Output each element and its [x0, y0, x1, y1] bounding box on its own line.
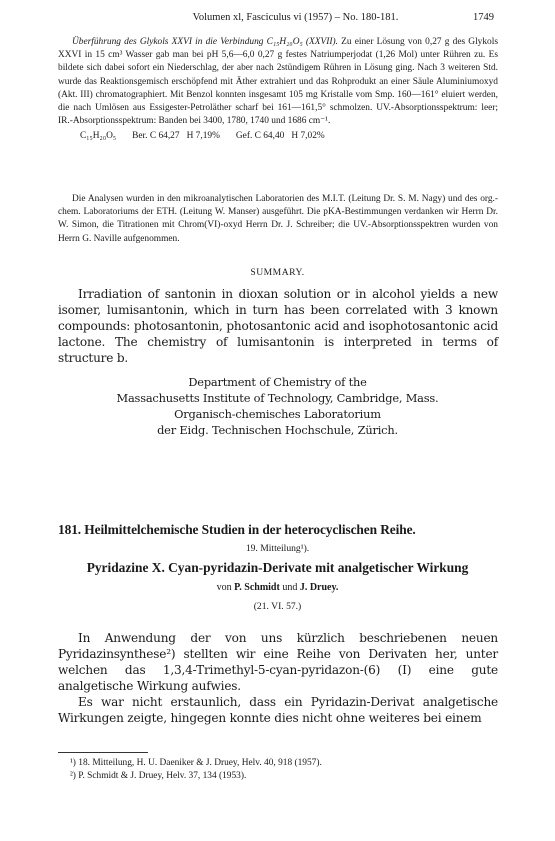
article-title: Pyridazine X. Cyan-pyridazin-Derivate mit analgetischer Wirkung — [86, 560, 469, 575]
running-head: Volumen xl, Fasciculus vi (1957) – No. 180-181. — [192, 12, 399, 23]
page-number: 1749 — [473, 12, 494, 23]
author-line — [0, 582, 555, 593]
body-paragraph-2: Es war nicht erstaunlich, dass ein Pyridazin-Derivat analgetische Wirkungen zeigte, hingegen konnte dies nicht ohne weiteres bei einem — [58, 695, 498, 725]
affiliation-line-1: Department of Chemistry of the — [188, 375, 367, 389]
analysis-line — [80, 130, 498, 143]
footnote-1: ¹) 18. Mitteilung, H. U. Daeniker & J. Druey, Helv. 40, 918 (1957). — [70, 758, 322, 768]
experimental-section — [58, 36, 498, 144]
body-paragraph-1: In Anwendung der von uns kürzlich beschriebenen neuen Pyridazinsynthese²) stellten wir eine Reihe von Derivaten her, unter welchen das 1,3,4-Trimethyl-5-cyan-pyridazon-(6) (I) eine gute analgetische Wirkung aufwies. — [58, 631, 498, 693]
footnote-2: ²) P. Schmidt & J. Druey, Helv. 37, 134 (1953). — [70, 771, 247, 781]
received-date: (21. VI. 57.) — [253, 601, 302, 612]
author-2: J. Druey. — [299, 582, 339, 593]
running-header — [58, 12, 494, 23]
experimental-paragraph — [58, 36, 498, 128]
experimental-text: Zu einer Lösung von 0,27 g des Glykols XXVI in 15 cm³ Wasser gab man bei pH 5,6—6,0 0,27 g festes Natriumperjodat (1,26 Mol) unter Rühren zu. Es bildete sich dabei sofort ein Niederschlag, der aber nach 2stündigem Rühren in Lösung ging. Nach 3 weiteren Std. wurde das Reaktionsgemisch erschöpfend mit Äther extrahiert und das Rohprodukt an einer Säule Aluminiumoxyd (Akt. III) chromatographiert. Mit Benzol konnten insgesamt 105 mg Kristalle vom Smp. 160—161° eluiert werden, die nach Umlösen aus Essigester-Petroläther scharf bei 161—161,5° schmolzen. UV.-Absorptionsspektrum: leer; IR.-Absorptionsspektrum: Banden bei 3400, 1780, 1740 und 1686 cm⁻¹. — [58, 37, 498, 127]
article-body — [58, 630, 498, 726]
summary-text: Irradiation of santonin in dioxan solution or in alcohol yields a new isomer, lumisantonin, which in turn has been correlated with 3 known compounds: photosantonin, photosantonic acid and isophotosantonic acid lactone. The chemistry of lumisantonin is interpreted in terms of structure b. — [58, 287, 498, 365]
summary-block — [58, 286, 498, 366]
affiliation-line-3: Organisch-chemisches Laboratorium — [174, 407, 381, 421]
summary-title: SUMMARY. — [250, 267, 305, 278]
acknowledgement-text: Die Analysen wurden in den mikroanalytischen Laboratorien des M.I.T. (Leitung Dr. S. M. Nagy) und des org.-chem. Laboratoriums der ETH. (Leitung W. Manser) ausgeführt. Die pKA-Bestimmungen verdanken wir Herrn Dr. W. Simon, die Titrationen mit Chrom(VI)-oxyd Herrn Dr. J. Schreiber; die UV.-Absorptionsspektren wurden von Herrn G. Naville aufgenommen. — [58, 194, 498, 244]
article-series-title: 181. Heilmittelchemische Studien in der heterocyclischen Reihe. — [58, 522, 416, 537]
authors-prefix: von — [216, 582, 232, 593]
footnote-rule — [58, 752, 148, 753]
affiliation-line-4: der Eidg. Technischen Hochschule, Zürich. — [157, 423, 398, 437]
calculated-values: Ber. C 64,27 H 7,19% — [132, 131, 220, 142]
footnotes — [70, 757, 490, 783]
communication-number: 19. Mitteilung¹). — [245, 543, 310, 554]
affiliation-line-2: Massachusetts Institute of Technology, Cambridge, Mass. — [116, 391, 439, 405]
experimental-heading: Überführung des Glykols XXVI in die Verbindung C₁₅H₂₀O₅ (XXVII). — [72, 37, 338, 47]
affiliation — [0, 374, 555, 438]
authors-conjunction: und — [282, 582, 298, 593]
acknowledgement — [58, 193, 498, 246]
molecular-formula: C₁₅H₂₀O₅ — [80, 131, 117, 142]
author-1: P. Schmidt — [234, 582, 280, 593]
found-values: Gef. C 64,40 H 7,02% — [235, 131, 325, 142]
